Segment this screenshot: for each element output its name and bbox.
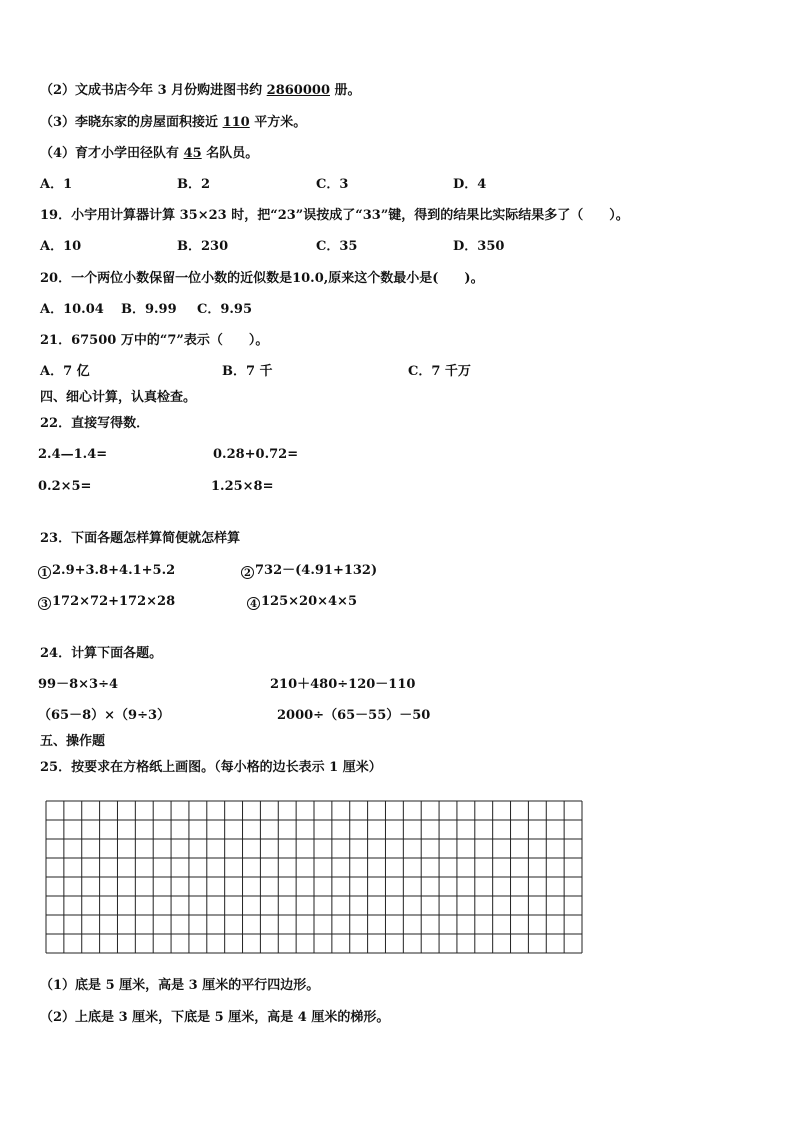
q23-item-1	[38, 563, 175, 579]
q24-stem: 24．计算下面各题。	[40, 646, 163, 661]
section-5-heading: 五、操作题	[40, 734, 106, 749]
section-4-heading: 四、细心计算，认真检查。	[40, 390, 197, 405]
q21-option-a: A．7 亿	[40, 364, 90, 379]
q23-item-3	[38, 594, 175, 610]
q18-item-3-text: （3）李晓东家的房屋面积接近	[40, 115, 223, 130]
circled-number-marker: 4	[247, 597, 260, 610]
q18-item-4	[40, 146, 258, 162]
graph-paper-grid[interactable]	[45, 800, 585, 957]
q23-item-4-expression: 125×20×4×5	[261, 594, 357, 609]
q20-option-a: A．10.04	[40, 302, 104, 317]
q19-stem: 19．小宇用计算器计算 35×23 时，把“23”误按成了“33”键，得到的结果比实际结果多了（ ）。	[40, 208, 629, 223]
q23-item-3-expression: 172×72+172×28	[52, 594, 176, 609]
q24-item-4: 2000÷（65－55）－50	[277, 708, 431, 723]
q18-item-2-text: （2）文成书店今年 3 月份购进图书约	[40, 83, 267, 98]
q18-option-b: B．2	[177, 177, 211, 192]
q25-stem: 25．按要求在方格纸上画图。（每小格的边长表示 1 厘米）	[40, 760, 382, 775]
q18-item-3-number: 110	[222, 115, 250, 130]
q22-item-2: 0.28+0.72=	[213, 447, 299, 462]
q19-option-b: B．230	[177, 239, 229, 254]
q18-option-c: C．3	[316, 177, 349, 192]
q22-stem: 22．直接写得数．	[40, 416, 150, 431]
q21-option-b: B．7 千	[222, 364, 273, 379]
circled-number-marker: 3	[38, 597, 51, 610]
q22-item-1: 2.4—1.4=	[38, 447, 108, 462]
q24-item-3: （65－8）×（9÷3）	[38, 708, 171, 723]
q18-option-d: D．4	[453, 177, 487, 192]
q23-item-1-expression: 2.9+3.8+4.1+5.2	[52, 563, 176, 578]
q25-item-2: （2）上底是 3 厘米，下底是 5 厘米，高是 4 厘米的梯形。	[40, 1010, 390, 1025]
q18-item-3-suffix: 平方米。	[249, 115, 307, 130]
q21-option-c: C．7 千万	[408, 364, 471, 379]
q22-item-3: 0.2×5=	[38, 479, 92, 494]
q18-item-4-suffix: 名队员。	[201, 146, 259, 161]
q21-stem: 21．67500 万中的“7”表示（ ）。	[40, 333, 269, 348]
q19-option-d: D．350	[453, 239, 505, 254]
q19-option-c: C．35	[316, 239, 358, 254]
q23-stem: 23．下面各题怎样算简便就怎样算	[40, 531, 241, 546]
q22-item-4: 1.25×8=	[211, 479, 274, 494]
q23-item-2	[241, 563, 377, 579]
q25-item-1: （1）底是 5 厘米，高是 3 厘米的平行四边形。	[40, 978, 320, 993]
q18-item-4-text: （4）育才小学田径队有	[40, 146, 184, 161]
circled-number-marker: 2	[241, 566, 254, 579]
q24-item-2: 210＋480÷120－110	[270, 677, 416, 692]
q18-item-3	[40, 115, 306, 131]
q18-item-2-number: 2860000	[266, 83, 330, 98]
q18-option-a: A．1	[40, 177, 73, 192]
q20-stem: 20．一个两位小数保留一位小数的近似数是10.0,原来这个数最小是( )。	[40, 271, 484, 286]
q19-option-a: A．10	[40, 239, 82, 254]
circled-number-marker: 1	[38, 566, 51, 579]
q20-option-b: B．9.99	[121, 302, 177, 317]
q18-item-2	[40, 83, 361, 99]
q23-item-2-expression: 732－(4.91+132)	[255, 563, 378, 578]
q23-item-4	[247, 594, 357, 610]
q18-item-4-number: 45	[183, 146, 202, 161]
q24-item-1: 99－8×3÷4	[38, 677, 119, 692]
q18-item-2-suffix: 册。	[330, 83, 361, 98]
q20-option-c: C．9.95	[197, 302, 253, 317]
